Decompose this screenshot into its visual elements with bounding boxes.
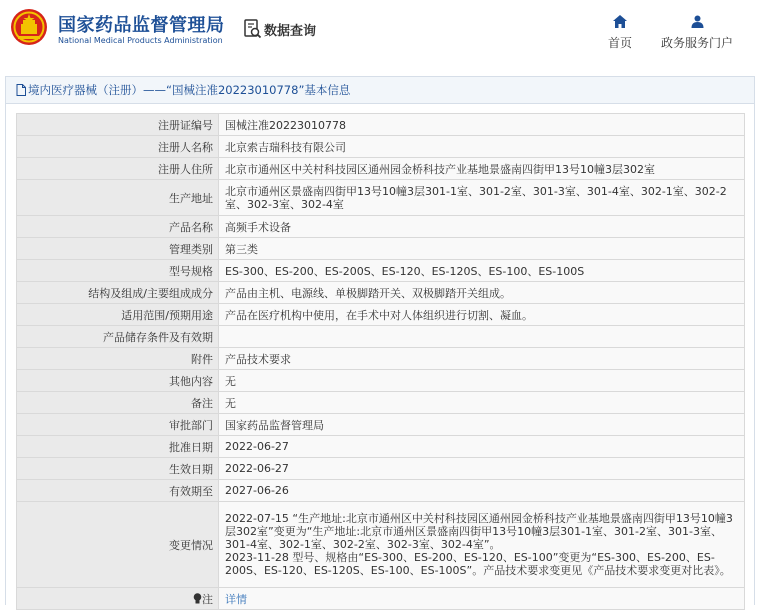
table-row [17, 458, 745, 480]
field-value: 2022-07-15 “生产地址:北京市通州区中关村科技园区通州园金桥科技产业基地景盛南四街甲13号10幢3层302室”变更为“生产地址:北京市通州区景盛南四街甲13号10幢3层301-1室、301-2室、301-3室、301-4室、302-1室、302-2室、302-3室、302-4室”。 2023-11-28 型号、规格由“ES-300、ES-200、ES-120、ES-100”变更为“ES-300、ES-200、ES-200S、ES-120、ES-120S、ES-100、ES-100S”。产品技术要求变更见《产品技术要求变更对比表》。 [219, 502, 745, 588]
lightbulb-icon [193, 593, 202, 604]
field-value: 北京索吉瑞科技有限公司 [219, 136, 745, 158]
field-value: 产品技术要求 [219, 348, 745, 370]
field-value: 第三类 [219, 238, 745, 260]
note-row [17, 588, 745, 610]
field-label: 产品储存条件及有效期 [17, 326, 219, 348]
table-row [17, 436, 745, 458]
field-label: 结构及组成/主要组成成分 [17, 282, 219, 304]
data-query-title: 数据查询 [264, 24, 317, 39]
field-value: 2027-06-26 [219, 480, 745, 502]
field-label: 适用范围/预期用途 [17, 304, 219, 326]
user-icon [691, 15, 704, 28]
search-document-icon [244, 19, 262, 39]
panel-header [6, 77, 754, 104]
document-icon [16, 84, 26, 96]
field-value: 北京市通州区景盛南四街甲13号10幢3层301-1室、301-2室、301-3室、301-4室、302-1室、302-2室、302-3室、302-4室 [219, 180, 745, 216]
field-value: 无 [219, 370, 745, 392]
table-row [17, 282, 745, 304]
agency-name-cn: 国家药品监督管理局 [58, 15, 225, 36]
table-row [17, 238, 745, 260]
field-value: 2022-06-27 [219, 458, 745, 480]
field-value: 无 [219, 392, 745, 414]
field-label: 注册证编号 [17, 114, 219, 136]
table-row [17, 136, 745, 158]
home-icon [613, 15, 627, 28]
note-label: 注 [202, 592, 213, 606]
note-label-cell [17, 588, 219, 610]
detail-panel [5, 76, 755, 605]
field-value: 国械注准20223010778 [219, 114, 745, 136]
field-value: 产品由主机、电源线、单极脚踏开关、双极脚踏开关组成。 [219, 282, 745, 304]
field-value: 产品在医疗机构中使用，在手术中对人体组织进行切割、凝血。 [219, 304, 745, 326]
field-label: 其他内容 [17, 370, 219, 392]
nav-home[interactable] [600, 15, 640, 51]
table-row [17, 502, 745, 588]
field-label: 管理类别 [17, 238, 219, 260]
table-row [17, 114, 745, 136]
table-row [17, 216, 745, 238]
nav-service-portal-label: 政务服务门户 [660, 36, 733, 50]
top-header [0, 0, 759, 70]
field-value: ES-300、ES-200、ES-200S、ES-120、ES-120S、ES-100、ES-100S [219, 260, 745, 282]
table-row [17, 348, 745, 370]
field-label: 型号规格 [17, 260, 219, 282]
field-label: 产品名称 [17, 216, 219, 238]
nav-service-portal[interactable] [655, 15, 739, 51]
table-row [17, 326, 745, 348]
nav-home-label: 首页 [607, 36, 632, 50]
table-row [17, 370, 745, 392]
field-value: 北京市通州区中关村科技园区通州园金桥科技产业基地景盛南四街甲13号10幢3层302室 [219, 158, 745, 180]
field-label: 有效期至 [17, 480, 219, 502]
field-label: 备注 [17, 392, 219, 414]
field-label: 批准日期 [17, 436, 219, 458]
field-label: 生效日期 [17, 458, 219, 480]
table-row [17, 304, 745, 326]
field-value: 国家药品监督管理局 [219, 414, 745, 436]
info-table [16, 113, 745, 610]
details-link[interactable]: 详情 [225, 592, 247, 606]
agency-name-en: National Medical Products Administration [58, 36, 223, 45]
table-row [17, 480, 745, 502]
note-value-cell [219, 588, 745, 610]
table-row [17, 260, 745, 282]
field-label: 生产地址 [17, 180, 219, 216]
field-label: 变更情况 [17, 502, 219, 588]
field-label: 注册人住所 [17, 158, 219, 180]
table-row [17, 158, 745, 180]
field-value [219, 326, 745, 348]
table-row [17, 180, 745, 216]
field-label: 附件 [17, 348, 219, 370]
emblem-logo-icon [10, 8, 48, 46]
table-row [17, 414, 745, 436]
field-label: 审批部门 [17, 414, 219, 436]
field-label: 注册人名称 [17, 136, 219, 158]
field-value: 2022-06-27 [219, 436, 745, 458]
field-value: 高频手术设备 [219, 216, 745, 238]
panel-title: 境内医疗器械（注册）——“国械注准20223010778”基本信息 [28, 83, 351, 97]
table-row [17, 392, 745, 414]
